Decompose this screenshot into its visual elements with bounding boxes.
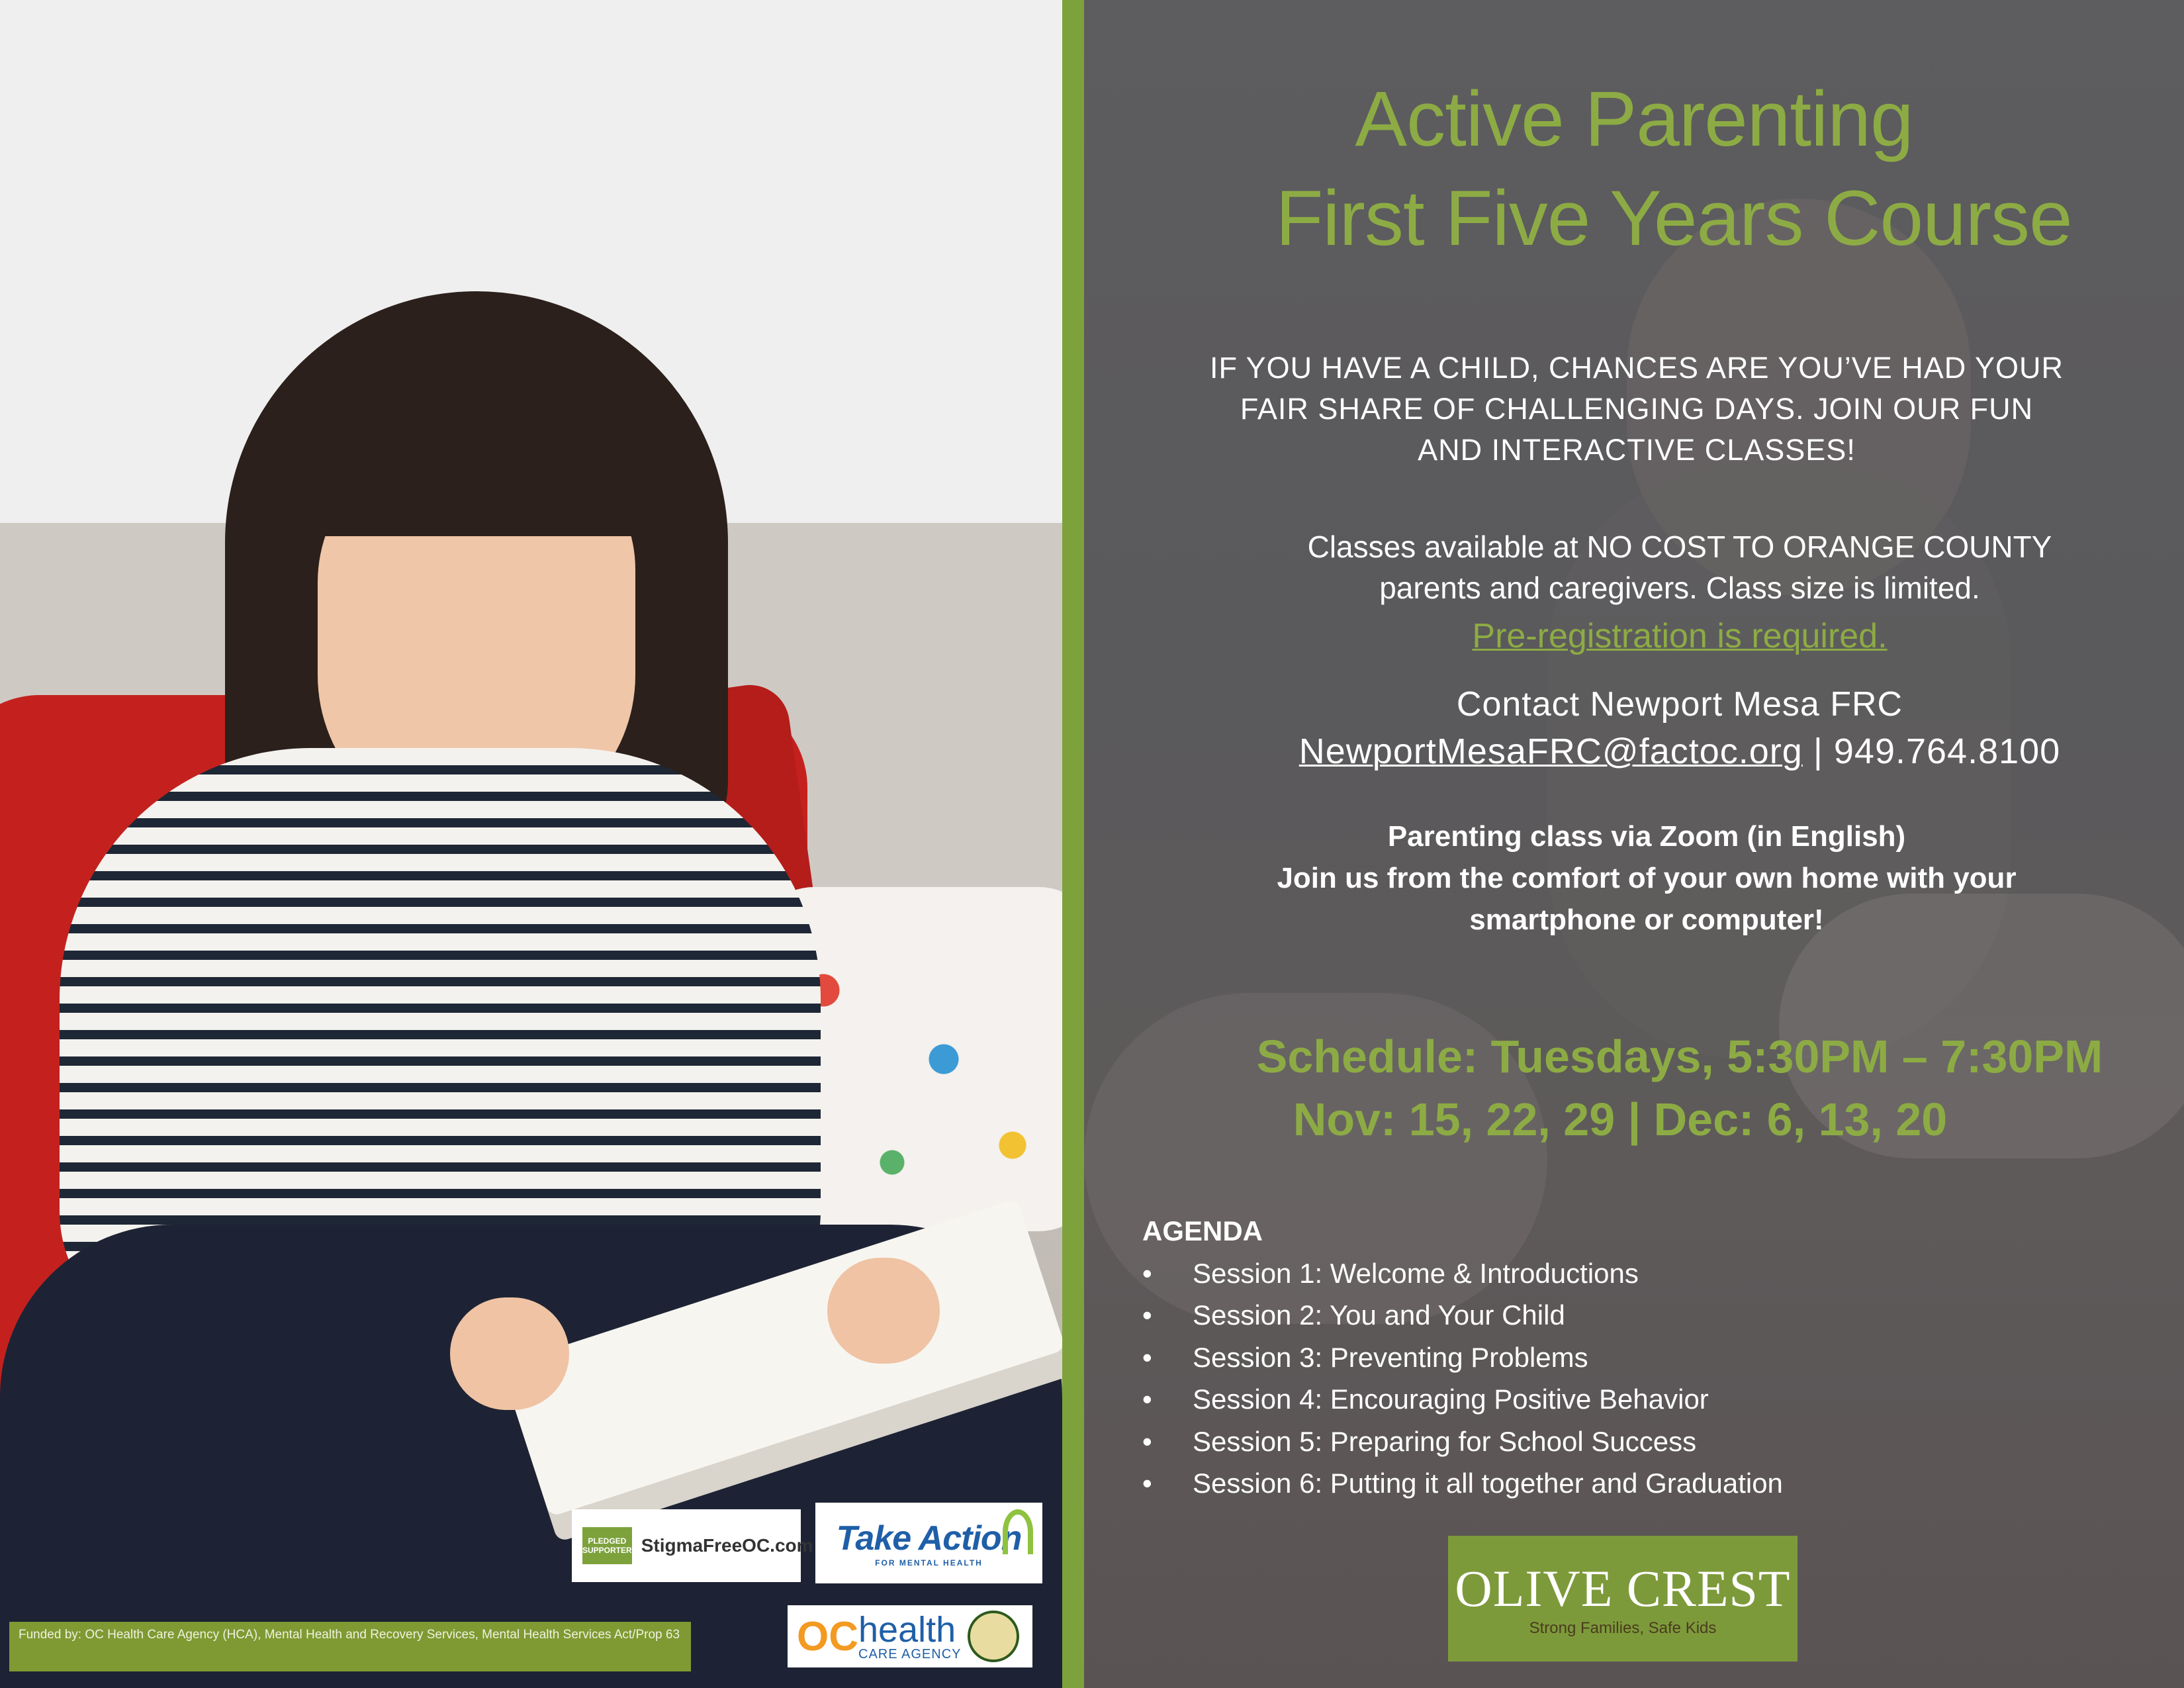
agenda-item bbox=[1142, 1462, 1783, 1504]
olive-crest-name: OLIVE CREST bbox=[1455, 1560, 1791, 1617]
agenda-item bbox=[1142, 1252, 1783, 1294]
cost-line: Classes available at NO COST TO ORANGE COUNTY bbox=[1307, 530, 2052, 564]
bullet-icon: • bbox=[1142, 1258, 1152, 1289]
agenda-item-label: Session 5: Preparing for School Success bbox=[1193, 1425, 1697, 1457]
agenda-item bbox=[1142, 1336, 1783, 1378]
agenda-item-label: Session 6: Putting it all together and Graduation bbox=[1193, 1468, 1783, 1499]
oc-logo-mark: OC bbox=[797, 1613, 858, 1660]
course-title-line1: Active Parenting bbox=[1355, 75, 1913, 163]
zoom-line: Parenting class via Zoom (in English) bbox=[1387, 820, 1906, 853]
stigmafreeoc-text: StigmaFreeOC.com bbox=[641, 1535, 813, 1556]
take-action-subtext: FOR MENTAL HEALTH bbox=[875, 1558, 983, 1568]
photo-child-bangs bbox=[285, 318, 695, 536]
cost-text bbox=[1216, 526, 2143, 608]
photo-hand-right bbox=[827, 1258, 940, 1364]
agenda-item bbox=[1142, 1378, 1783, 1420]
contact-line bbox=[1150, 728, 2184, 774]
agenda-item-label: Session 1: Welcome & Introductions bbox=[1193, 1258, 1639, 1289]
course-title-line2: First Five Years Course bbox=[1275, 175, 2072, 262]
zoom-info bbox=[1150, 816, 2143, 941]
schedule-line: Schedule: Tuesdays, 5:30PM – 7:30PM bbox=[1256, 1031, 2103, 1082]
cost-line: parents and caregivers. Class size is limited. bbox=[1379, 571, 1980, 605]
stigmafreeoc-logo bbox=[572, 1509, 813, 1582]
olive-crest-tagline: Strong Families, Safe Kids bbox=[1529, 1619, 1717, 1637]
zoom-line: Join us from the comfort of your own home with your bbox=[1277, 862, 2017, 894]
agenda-item-label: Session 2: You and Your Child bbox=[1193, 1299, 1565, 1331]
zoom-line: smartphone or computer! bbox=[1469, 904, 1824, 936]
agenda-item bbox=[1142, 1421, 1783, 1462]
county-seal-icon bbox=[968, 1611, 1019, 1662]
intro-line: FAIR SHARE OF CHALLENGING DAYS. JOIN OUR FUN bbox=[1240, 392, 2034, 426]
oc-health-care-agency-logo bbox=[788, 1605, 1032, 1667]
agenda-item bbox=[1142, 1294, 1783, 1336]
agenda-list bbox=[1142, 1252, 1783, 1504]
hero-photo bbox=[0, 0, 1062, 1688]
olive-crest-logo bbox=[1448, 1536, 1797, 1662]
awareness-ribbon-icon bbox=[1003, 1509, 1033, 1554]
contact-separator: | bbox=[1802, 731, 1834, 771]
oc-health-word: health bbox=[858, 1610, 956, 1650]
bullet-icon: • bbox=[1142, 1341, 1152, 1373]
agenda-item-label: Session 4: Encouraging Positive Behavior bbox=[1193, 1383, 1709, 1415]
preregistration-link[interactable]: Pre-registration is required. bbox=[1472, 617, 1888, 655]
intro-text bbox=[1124, 348, 2150, 471]
info-panel bbox=[1084, 0, 2184, 1688]
contact-email-link[interactable]: NewportMesaFRC@factoc.org bbox=[1298, 731, 1803, 771]
bullet-icon: • bbox=[1142, 1425, 1152, 1457]
bullet-icon: • bbox=[1142, 1383, 1152, 1415]
pledged-supporter-badge: PLEDGED SUPPORTER bbox=[582, 1527, 632, 1564]
intro-line: IF YOU HAVE A CHILD, CHANCES ARE YOU’VE HAD YOUR bbox=[1209, 351, 2064, 385]
agenda-item-label: Session 3: Preventing Problems bbox=[1193, 1341, 1588, 1373]
bullet-icon: • bbox=[1142, 1468, 1152, 1499]
photo-hand-left bbox=[450, 1297, 569, 1410]
schedule-dates: Nov: 15, 22, 29 | Dec: 6, 13, 20 bbox=[1293, 1094, 1948, 1145]
funding-statement: Funded by: OC Health Care Agency (HCA), Mental Health and Recovery Services, Mental Health Services Act/Prop 63 bbox=[9, 1622, 691, 1671]
oc-care-agency-word: CARE AGENCY bbox=[858, 1647, 962, 1662]
take-action-text: Take Action bbox=[836, 1519, 1022, 1558]
agenda-heading: AGENDA bbox=[1142, 1215, 1263, 1246]
green-divider-bar bbox=[1062, 0, 1084, 1688]
bullet-icon: • bbox=[1142, 1299, 1152, 1331]
intro-line: AND INTERACTIVE CLASSES! bbox=[1418, 433, 1856, 467]
contact-phone[interactable]: 949.764.8100 bbox=[1833, 731, 2061, 771]
contact-title: Contact Newport Mesa FRC bbox=[1456, 685, 1903, 724]
